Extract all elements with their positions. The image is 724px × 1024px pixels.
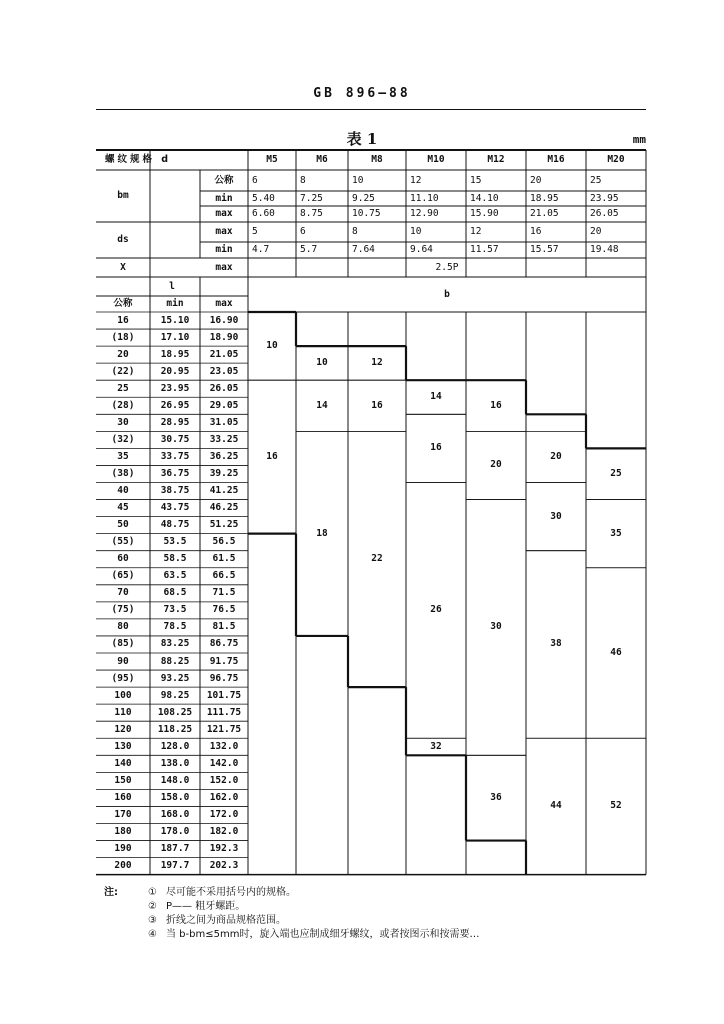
b-value: 52	[610, 800, 622, 812]
length-nominal: (22)	[111, 365, 135, 377]
ds-max-value: 8	[352, 226, 358, 237]
length-min: 73.5	[163, 604, 187, 616]
length-max: 56.5	[212, 536, 236, 548]
length-min: 15.10	[160, 314, 190, 326]
ds-min-value: 19.48	[590, 244, 619, 255]
b-value: 10	[266, 340, 278, 352]
l-label: l	[169, 280, 175, 292]
bm-min-value: 5.40	[252, 192, 275, 204]
length-min: 58.5	[163, 553, 187, 565]
bm-nominal-value: 20	[530, 174, 542, 186]
b-value: 10	[316, 357, 328, 369]
b-value: 46	[610, 647, 622, 658]
thread-spec-label: 螺纹规格 d	[104, 154, 172, 165]
size-m10: M10	[427, 154, 445, 165]
length-min: 78.5	[163, 621, 187, 633]
length-max: 61.5	[212, 553, 236, 565]
ds-min-value: 4.7	[252, 244, 270, 255]
bm-nominal-value: 12	[410, 174, 422, 186]
length-nominal: 120	[114, 723, 132, 735]
ds-max-value: 6	[300, 226, 306, 237]
b-value: 16	[430, 442, 442, 454]
bm-max-label: max	[215, 208, 233, 219]
ds-max-value: 16	[530, 226, 542, 237]
b-value: 14	[316, 399, 328, 411]
length-max: 18.90	[209, 331, 239, 343]
size-m6: M6	[316, 154, 328, 165]
length-min: 93.25	[160, 672, 190, 684]
b-value: 16	[371, 399, 383, 411]
length-nominal: (85)	[111, 638, 135, 650]
l-min-header: min	[166, 298, 184, 309]
length-nominal: 100	[114, 689, 132, 701]
length-min: 178.0	[160, 826, 190, 838]
ds-max-label: max	[215, 226, 233, 237]
b-value: 26	[430, 604, 442, 616]
b-value: 30	[550, 510, 562, 522]
note-number: ③	[148, 915, 157, 926]
length-min: 197.7	[160, 860, 190, 872]
note-2	[104, 900, 479, 914]
b-value: 25	[610, 467, 622, 479]
length-min: 28.95	[160, 416, 190, 428]
size-m16: M16	[547, 154, 565, 165]
length-max: 21.05	[209, 348, 239, 360]
length-max: 39.25	[209, 467, 239, 479]
length-min: 48.75	[160, 519, 190, 531]
length-nominal: 130	[114, 740, 132, 752]
length-max: 71.5	[212, 587, 236, 599]
b-value: 14	[430, 391, 442, 403]
length-nominal: 50	[117, 519, 129, 531]
length-min: 148.0	[160, 774, 190, 786]
length-max: 132.0	[209, 740, 239, 752]
note-number: ④	[148, 929, 157, 940]
length-min: 187.7	[160, 843, 190, 855]
x-label: X	[120, 261, 126, 273]
b-value: 16	[266, 450, 278, 462]
length-min: 138.0	[160, 757, 190, 769]
bm-min-label: min	[215, 192, 233, 204]
length-min: 20.95	[160, 365, 190, 377]
b-value: 22	[371, 553, 383, 565]
length-max: 96.75	[209, 672, 239, 684]
length-min: 118.25	[157, 723, 193, 735]
length-min: 33.75	[160, 450, 190, 462]
length-max: 51.25	[209, 519, 239, 531]
length-min: 17.10	[160, 331, 190, 343]
ds-min-value: 5.7	[300, 244, 318, 255]
b-value: 16	[490, 399, 502, 411]
ds-min-value: 15.57	[530, 244, 559, 255]
length-nominal: 180	[114, 826, 132, 838]
length-min: 68.5	[163, 587, 187, 599]
ds-max-value: 20	[590, 226, 602, 237]
length-max: 66.5	[212, 570, 236, 582]
b-value: 38	[550, 638, 562, 650]
bm-max-value: 8.75	[300, 208, 323, 219]
note-1	[104, 886, 479, 900]
length-nominal: 30	[117, 416, 129, 428]
length-max: 162.0	[209, 791, 239, 803]
length-min: 43.75	[160, 502, 190, 514]
length-nominal: 60	[117, 553, 129, 565]
length-nominal: (38)	[111, 467, 135, 479]
length-max: 192.3	[209, 843, 239, 855]
length-min: 30.75	[160, 433, 190, 445]
length-max: 76.5	[212, 604, 236, 616]
length-max: 172.0	[209, 808, 239, 820]
length-max: 86.75	[209, 638, 239, 650]
table-title: 表 1	[346, 130, 378, 148]
size-m8: M8	[371, 154, 383, 165]
note-text: 当 b-bm≤5mm时，旋入端也应制成细牙螺纹，或者按图示和按需要…	[166, 929, 480, 940]
length-nominal: 80	[117, 621, 129, 633]
length-min: 158.0	[160, 791, 190, 803]
bm-nominal-value: 25	[590, 174, 602, 186]
standard-number: GB 896—88	[313, 86, 411, 101]
bm-min-value: 18.95	[530, 192, 559, 204]
length-max: 36.25	[209, 450, 239, 462]
note-number: ②	[148, 901, 157, 912]
length-nominal: 190	[114, 843, 132, 855]
length-nominal: 16	[117, 314, 129, 326]
length-max: 182.0	[209, 826, 239, 838]
table-notes	[104, 886, 479, 942]
x-max-label: max	[215, 261, 233, 273]
length-nominal: 90	[117, 655, 129, 667]
length-max: 152.0	[209, 774, 239, 786]
length-min: 38.75	[160, 485, 190, 497]
l-max-header: max	[215, 298, 233, 309]
b-label: b	[444, 288, 450, 300]
ds-min-value: 11.57	[470, 244, 499, 255]
ds-min-value: 7.64	[352, 244, 375, 255]
length-min: 36.75	[160, 467, 190, 479]
l-nominal-header: 公称	[113, 298, 133, 309]
ds-min-value: 9.64	[410, 244, 433, 255]
length-min: 98.25	[160, 689, 190, 701]
ds-min-label: min	[215, 244, 233, 255]
size-m5: M5	[266, 154, 278, 165]
length-max: 81.5	[212, 621, 236, 633]
length-nominal: (95)	[111, 672, 135, 684]
bm-nominal-label: 公称	[214, 174, 234, 186]
b-value: 12	[371, 357, 383, 369]
bm-nominal-value: 15	[470, 174, 482, 186]
length-nominal: (65)	[111, 570, 135, 582]
bm-min-value: 9.25	[352, 192, 375, 204]
length-nominal: 40	[117, 485, 129, 497]
length-max: 91.75	[209, 655, 239, 667]
bm-max-value: 15.90	[470, 208, 499, 219]
bm-label: bm	[117, 190, 129, 201]
ds-max-value: 10	[410, 226, 422, 237]
b-value: 18	[316, 527, 328, 539]
length-min: 23.95	[160, 382, 190, 394]
b-value: 35	[610, 527, 622, 539]
length-nominal: 35	[117, 450, 129, 462]
length-nominal: 140	[114, 757, 132, 769]
length-min: 108.25	[157, 706, 193, 718]
x-value: 2.5P	[435, 261, 459, 273]
bm-max-value: 21.05	[530, 208, 559, 219]
length-nominal: 200	[114, 860, 132, 872]
length-nominal: (18)	[111, 331, 135, 343]
notes-prefix: 注:	[104, 887, 118, 898]
bm-nominal-value: 10	[352, 174, 364, 186]
length-nominal: 110	[114, 706, 132, 718]
bm-min-value: 7.25	[300, 192, 323, 204]
note-text: 折线之间为商品规格范围。	[166, 915, 286, 926]
bm-nominal-value: 6	[252, 174, 258, 186]
length-max: 121.75	[206, 723, 242, 735]
bm-min-value: 14.10	[470, 192, 499, 204]
size-m20: M20	[607, 154, 625, 165]
length-nominal: 25	[117, 382, 129, 394]
unit-label: mm	[632, 133, 646, 146]
length-min: 53.5	[163, 536, 187, 548]
length-max: 41.25	[209, 485, 239, 497]
length-nominal: 160	[114, 791, 132, 803]
ds-max-value: 5	[252, 226, 258, 237]
bm-min-value: 11.10	[410, 192, 439, 204]
b-value: 20	[550, 450, 562, 462]
length-nominal: (32)	[111, 433, 135, 445]
length-nominal: 150	[114, 774, 132, 786]
bm-max-value: 10.75	[352, 208, 381, 219]
note-3	[104, 914, 479, 928]
length-max: 33.25	[209, 433, 239, 445]
bm-max-value: 26.05	[590, 208, 619, 219]
length-max: 202.3	[209, 860, 239, 872]
ds-label: ds	[117, 234, 129, 245]
length-max: 101.75	[206, 689, 242, 701]
b-value: 44	[550, 800, 562, 812]
length-nominal: 70	[117, 587, 129, 599]
length-min: 26.95	[160, 399, 190, 411]
length-max: 16.90	[209, 314, 239, 326]
length-max: 142.0	[209, 757, 239, 769]
length-min: 88.25	[160, 655, 190, 667]
length-max: 46.25	[209, 502, 239, 514]
length-max: 111.75	[206, 706, 242, 718]
length-nominal: (75)	[111, 604, 135, 616]
length-nominal: 45	[117, 502, 129, 514]
length-min: 128.0	[160, 740, 190, 752]
length-nominal: (28)	[111, 399, 135, 411]
length-nominal: 170	[114, 808, 132, 820]
b-value: 20	[490, 459, 502, 471]
length-nominal: 20	[117, 348, 129, 360]
length-min: 63.5	[163, 570, 187, 582]
bm-min-value: 23.95	[590, 192, 619, 204]
ds-max-value: 12	[470, 226, 482, 237]
size-m12: M12	[487, 154, 505, 165]
length-max: 31.05	[209, 416, 239, 428]
note-number: ①	[148, 887, 157, 898]
b-value: 30	[490, 621, 502, 633]
bm-nominal-value: 8	[300, 174, 306, 186]
bm-max-value: 12.90	[410, 208, 439, 219]
note-text: 尽可能不采用括号内的规格。	[166, 887, 296, 898]
note-4	[104, 928, 479, 942]
length-max: 26.05	[209, 382, 239, 394]
length-min: 168.0	[160, 808, 190, 820]
length-min: 18.95	[160, 348, 190, 360]
b-value: 32	[430, 740, 442, 752]
length-max: 29.05	[209, 399, 239, 411]
b-value: 36	[490, 791, 502, 803]
length-min: 83.25	[160, 638, 190, 650]
note-text: P—— 粗牙螺距。	[166, 901, 246, 912]
length-nominal: (55)	[111, 536, 135, 548]
length-max: 23.05	[209, 365, 239, 377]
bm-max-value: 6.60	[252, 208, 275, 219]
